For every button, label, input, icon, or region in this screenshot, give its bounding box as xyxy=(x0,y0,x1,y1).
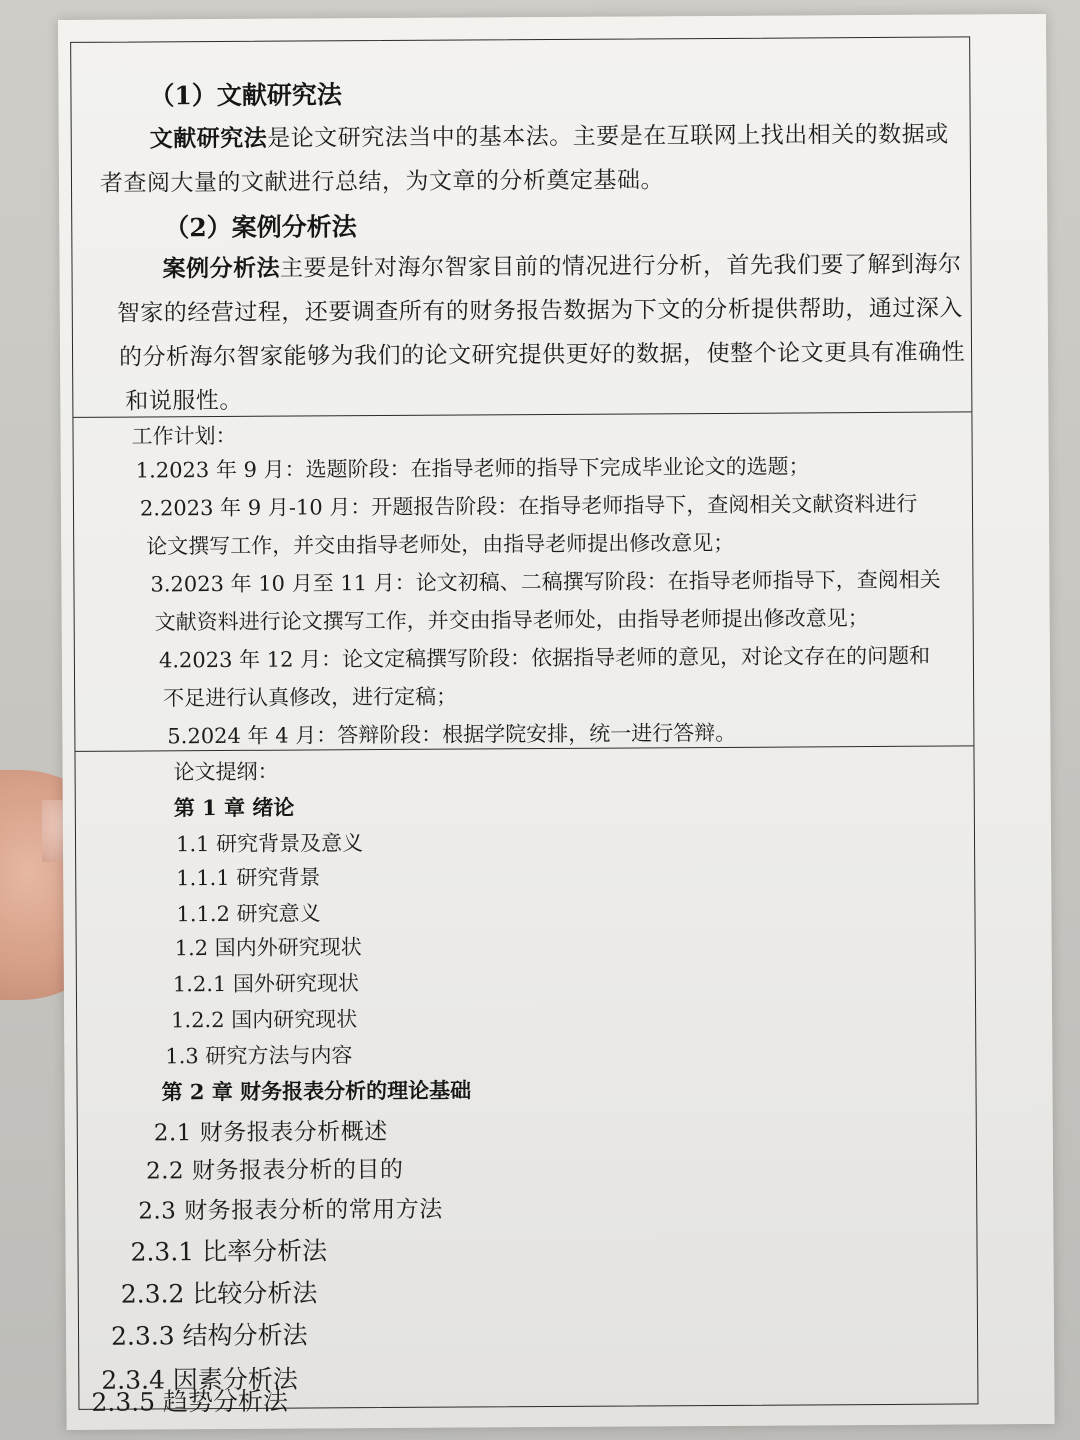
outline-item: 2.3.3 结构分析法 xyxy=(110,1320,308,1351)
method2-line4: 和说服性。 xyxy=(125,387,243,415)
method2-heading: （2）案例分析法 xyxy=(164,212,357,243)
outline-item: 2.3.5 趋势分析法 xyxy=(91,1386,289,1417)
outline-item: 第 2 章 财务报表分析的理论基础 xyxy=(161,1077,472,1105)
outline-item: 1.3 研究方法与内容 xyxy=(165,1043,353,1069)
plan-line-3: 论文撰写工作，并交由指导老师处，由指导老师提出修改意见； xyxy=(146,530,735,559)
outline-item: 2.3.4 因素分析法 xyxy=(101,1364,298,1395)
outline-label: 论文提纲： xyxy=(173,759,279,785)
outline-item: 1.2 国内外研究现状 xyxy=(174,935,362,961)
method2-line2: 智家的经营过程，还要调查所有的财务报告数据为下文的分析提供帮助，通过深入 xyxy=(116,295,963,327)
plan-label: 工作计划： xyxy=(131,423,237,449)
method2-line1-text: 主要是针对海尔智家目前的情况进行分析，首先我们要了解到海尔 xyxy=(279,251,962,282)
outline-item: 1.1.2 研究意义 xyxy=(176,901,321,927)
plan-line-2: 2.2023 年 9 月-10 月：开题报告阶段：在指导老师指导下，查阅相关文献资料进行 xyxy=(139,491,918,521)
form-table-frame xyxy=(70,36,978,1417)
plan-line-8: 5.2024 年 4 月：答辩阶段：根据学院安排，统一进行答辩。 xyxy=(167,720,737,749)
outline-item: 1.2.1 国外研究现状 xyxy=(172,971,360,997)
plan-line-4: 3.2023 年 10 月至 11 月：论文初稿、二稿撰写阶段：在指导老师指导下，查阅相关 xyxy=(150,567,941,597)
outline-item: 2.3.1 比率分析法 xyxy=(130,1236,328,1267)
outline-item: 2.3.2 比较分析法 xyxy=(120,1278,318,1309)
plan-line-7: 不足进行认真修改，进行定稿； xyxy=(163,684,458,711)
method1-term: 文献研究法 xyxy=(149,124,268,153)
method1-line1-text: 是论文研究法当中的基本法。主要是在互联网上找出相关的数据或 xyxy=(267,121,949,152)
outline-item: 1.2.2 国内研究现状 xyxy=(171,1007,358,1033)
method1-line1 xyxy=(150,116,949,154)
method2-line3: 的分析海尔智家能够为我们的论文研究提供更好的数据，使整个论文更具有准确性 xyxy=(118,339,966,371)
outline-item: 2.2 财务报表分析的目的 xyxy=(145,1156,404,1185)
plan-line-6: 4.2023 年 12 月：论文定稿撰写阶段：依据指导老师的意见，对论文存在的问题和 xyxy=(158,643,931,673)
method1-line2: 者查阅大量的文献进行总结，为文章的分析奠定基础。 xyxy=(99,167,665,197)
method1-heading: （1）文献研究法 xyxy=(149,80,342,111)
method2-term: 案例分析法 xyxy=(162,254,281,283)
plan-line-1: 1.2023 年 9 月：选题阶段：在指导老师的指导下完成毕业论文的选题； xyxy=(135,454,810,483)
method2-line1 xyxy=(162,245,961,283)
outline-item: 第 1 章 绪论 xyxy=(173,794,295,821)
outline-item: 2.3 财务报表分析的常用方法 xyxy=(138,1196,443,1225)
outline-item: 2.1 财务报表分析概述 xyxy=(153,1119,388,1147)
plan-line-5: 文献资料进行论文撰写工作，并交由指导老师处，由指导老师提出修改意见； xyxy=(154,606,869,635)
outline-item: 1.1.1 研究背景 xyxy=(176,865,321,891)
outline-item: 1.1 研究背景及意义 xyxy=(175,831,364,857)
paper-sheet xyxy=(58,14,1055,1430)
